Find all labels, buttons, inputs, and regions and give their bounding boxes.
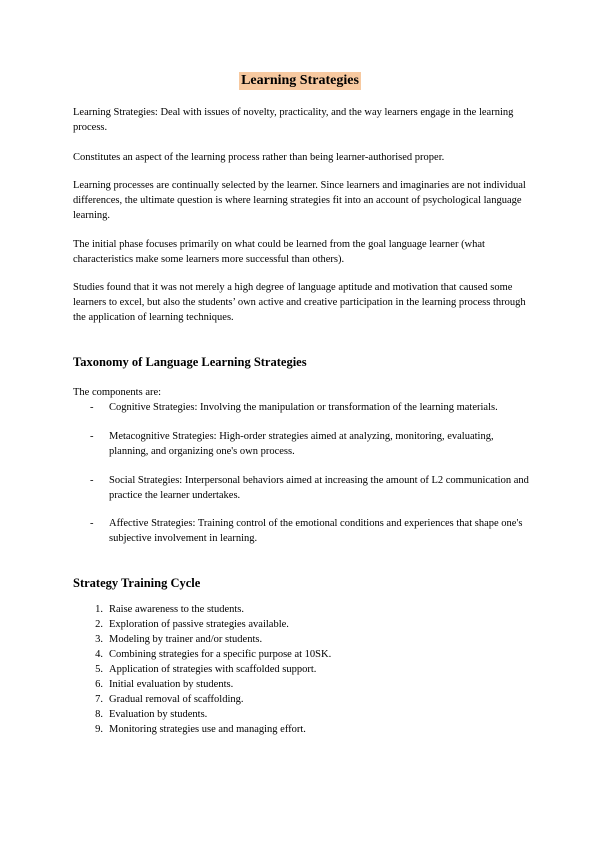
list-item-text: Social Strategies: Interpersonal behaviors aimed at increasing the amount of L2 communication and practice the learner undertakes. <box>109 475 529 501</box>
list-number: 5. <box>95 664 103 675</box>
cycle-list <box>73 602 528 737</box>
list-item <box>73 617 528 632</box>
list-item-text: Application of strategies with scaffolded support. <box>109 664 317 675</box>
list-item <box>73 692 528 707</box>
list-number: 8. <box>95 709 103 720</box>
list-number: 7. <box>95 694 103 705</box>
list-number: 6. <box>95 679 103 690</box>
paragraph-aspect: Constitutes an aspect of the learning process rather than being learner-authorised proper. <box>73 152 445 163</box>
list-item-text: Combining strategies for a specific purpose at 10SK. <box>109 649 332 660</box>
list-item-text: Gradual removal of scaffolding. <box>109 694 244 705</box>
list-item-text: Monitoring strategies use and managing effort. <box>109 724 306 735</box>
taxonomy-heading: Taxonomy of Language Learning Strategies <box>73 355 307 369</box>
page-title: Learning Strategies <box>241 73 359 88</box>
dash-bullet: - <box>90 431 94 442</box>
list-item-text: Cognitive Strategies: Involving the manipulation or transformation of the learning materials. <box>109 402 498 413</box>
list-number: 2. <box>95 619 103 630</box>
list-item <box>73 647 528 662</box>
dash-bullet: - <box>90 518 94 529</box>
dash-bullet: - <box>90 402 94 413</box>
list-item <box>73 677 528 692</box>
list-item-text: Initial evaluation by students. <box>109 679 234 690</box>
dash-bullet: - <box>90 475 94 486</box>
paragraph-studies: Studies found that it was not merely a high degree of language aptitude and motivation that caused some learners to excel, but also the students’ own active and creative participation in the learning process through the application of learning techniques. <box>73 282 526 323</box>
list-item-text: Metacognitive Strategies: High-order strategies aimed at analyzing, monitoring, evaluating, planning, and organizing one's own process. <box>109 431 494 457</box>
list-item <box>73 632 528 647</box>
paragraph-definition: Learning Strategies: Deal with issues of novelty, practicality, and the way learners engage in the learning process. <box>73 107 514 133</box>
list-number: 9. <box>95 724 103 735</box>
title-container <box>0 71 600 90</box>
list-number: 4. <box>95 649 103 660</box>
list-item-text: Raise awareness to the students. <box>109 604 245 615</box>
list-number: 3. <box>95 634 103 645</box>
list-item-text: Evaluation by students. <box>109 709 208 720</box>
cycle-heading: Strategy Training Cycle <box>73 576 201 590</box>
paragraph-processes: Learning processes are continually selected by the learner. Since learners and imaginaries are not individual differences, the ultimate question is where learning strategies fit into an account of psychological language learning. <box>73 180 526 221</box>
list-item <box>73 662 528 677</box>
list-item-text: Affective Strategies: Training control of the emotional conditions and experiences that shape one's subjective involvement in learning. <box>109 518 523 544</box>
paragraph-initial-phase: The initial phase focuses primarily on what could be learned from the goal language learner (what characteristics make some learners more successful than others). <box>73 239 485 265</box>
list-item-text: Modeling by trainer and/or students. <box>109 634 263 645</box>
list-item-text: Exploration of passive strategies available. <box>109 619 289 630</box>
list-item <box>73 722 528 737</box>
list-item <box>73 707 528 722</box>
list-item <box>73 602 528 617</box>
list-number: 1. <box>95 604 103 615</box>
taxonomy-intro: The components are: <box>73 387 162 398</box>
